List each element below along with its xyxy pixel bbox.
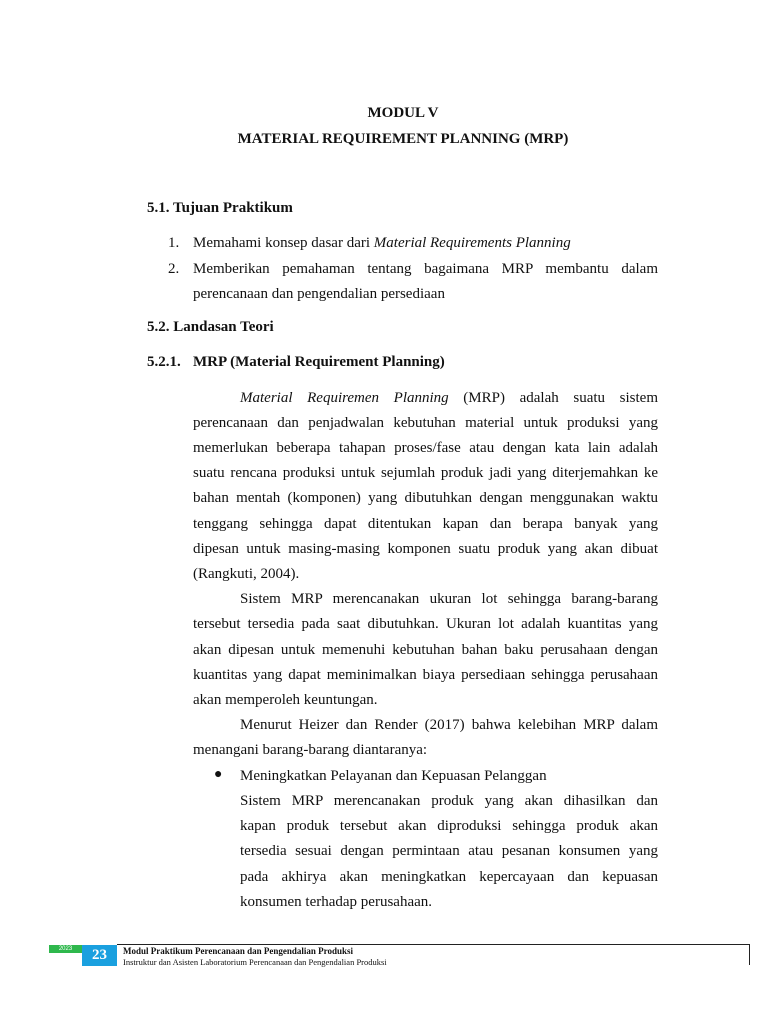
list-item-text: Memberikan pemahaman tentang bagaimana MRP membantu dalam <box>193 261 658 277</box>
bullet-line: konsumen terhadap perusahaan. <box>240 894 433 910</box>
section-heading-tujuan: 5.1. Tujuan Praktikum <box>147 200 293 216</box>
list-marker: 2. <box>168 261 180 277</box>
bullet-line: kapan produk tersebut akan diproduksi sehingga produk akan <box>240 818 658 834</box>
footer-year-badge: 2023 <box>49 945 82 953</box>
subsection-number: 5.2.1. <box>147 354 181 370</box>
section-heading-landasan: 5.2. Landasan Teori <box>147 319 274 335</box>
paragraph-line: akan memperoleh keuntungan. <box>193 692 378 708</box>
paragraph-line: memerlukan beberapa tahapan proses/fase atau dengan kata lain adalah <box>193 440 658 456</box>
list-item-text: perencanaan dan pengendalian persediaan <box>193 286 445 302</box>
module-number: MODUL V <box>367 105 439 121</box>
bullet-icon: ● <box>214 767 223 782</box>
paragraph-line: kuantitas yang dapat meminimalkan biaya persediaan sehingga perusahaan <box>193 667 658 683</box>
footer-instructor-line: Instruktur dan Asisten Laboratorium Perencanaan dan Pengendalian Produksi <box>123 957 387 967</box>
bullet-title: Meningkatkan Pelayanan dan Kepuasan Pelanggan <box>240 768 547 784</box>
paragraph-line: akan dipesan untuk memenuhi kebutuhan bahan baku perusahaan dengan <box>193 642 658 658</box>
bullet-line: tersedia sesuai dengan permintaan atau pesanan konsumen yang <box>240 843 658 859</box>
bullet-line: Sistem MRP merencanakan produk yang akan dihasilkan dan <box>240 793 658 809</box>
paragraph-line: tenggang sehingga dapat ditentukan kapan dan berapa banyak yang <box>193 516 658 532</box>
footer-divider <box>117 944 750 945</box>
paragraph-line: dipesan untuk masing-masing komponen suatu produk yang akan dibuat <box>193 541 658 557</box>
subsection-heading-mrp: MRP (Material Requirement Planning) <box>193 354 445 370</box>
list-marker: 1. <box>168 235 180 251</box>
paragraph-line: Material Requiremen Planning (MRP) adalah suatu sistem <box>240 390 658 406</box>
paragraph-line: menangani barang-barang diantaranya: <box>193 742 428 758</box>
paragraph-line: Menurut Heizer dan Render (2017) bahwa kelebihan MRP dalam <box>240 717 658 733</box>
list-item-text: Memahami konsep dasar dari Material Requirements Planning <box>193 235 571 251</box>
footer-module-title: Modul Praktikum Perencanaan dan Pengendalian Produksi <box>123 946 353 956</box>
paragraph-line: tersebut tersedia pada saat dibutuhkan. Ukuran lot adalah kuantitas yang <box>193 616 658 632</box>
module-title: MATERIAL REQUIREMENT PLANNING (MRP) <box>237 131 569 147</box>
paragraph-line: bahan mentah (komponen) yang dibutuhkan dengan menggunakan waktu <box>193 490 658 506</box>
paragraph-line: Sistem MRP merencanakan ukuran lot sehingga barang-barang <box>240 591 658 607</box>
page-number: 23 <box>82 945 117 966</box>
bullet-line: pada akhirya akan meningkatkan kepercayaan dan kepuasan <box>240 869 658 885</box>
footer-divider-end <box>749 944 750 965</box>
paragraph-line: (Rangkuti, 2004). <box>193 566 300 582</box>
paragraph-line: suatu rencana produksi untuk sejumlah produk jadi yang diterjemahkan ke <box>193 465 658 481</box>
paragraph-line: perencanaan dan penjadwalan kebutuhan material untuk produksi yang <box>193 415 658 431</box>
